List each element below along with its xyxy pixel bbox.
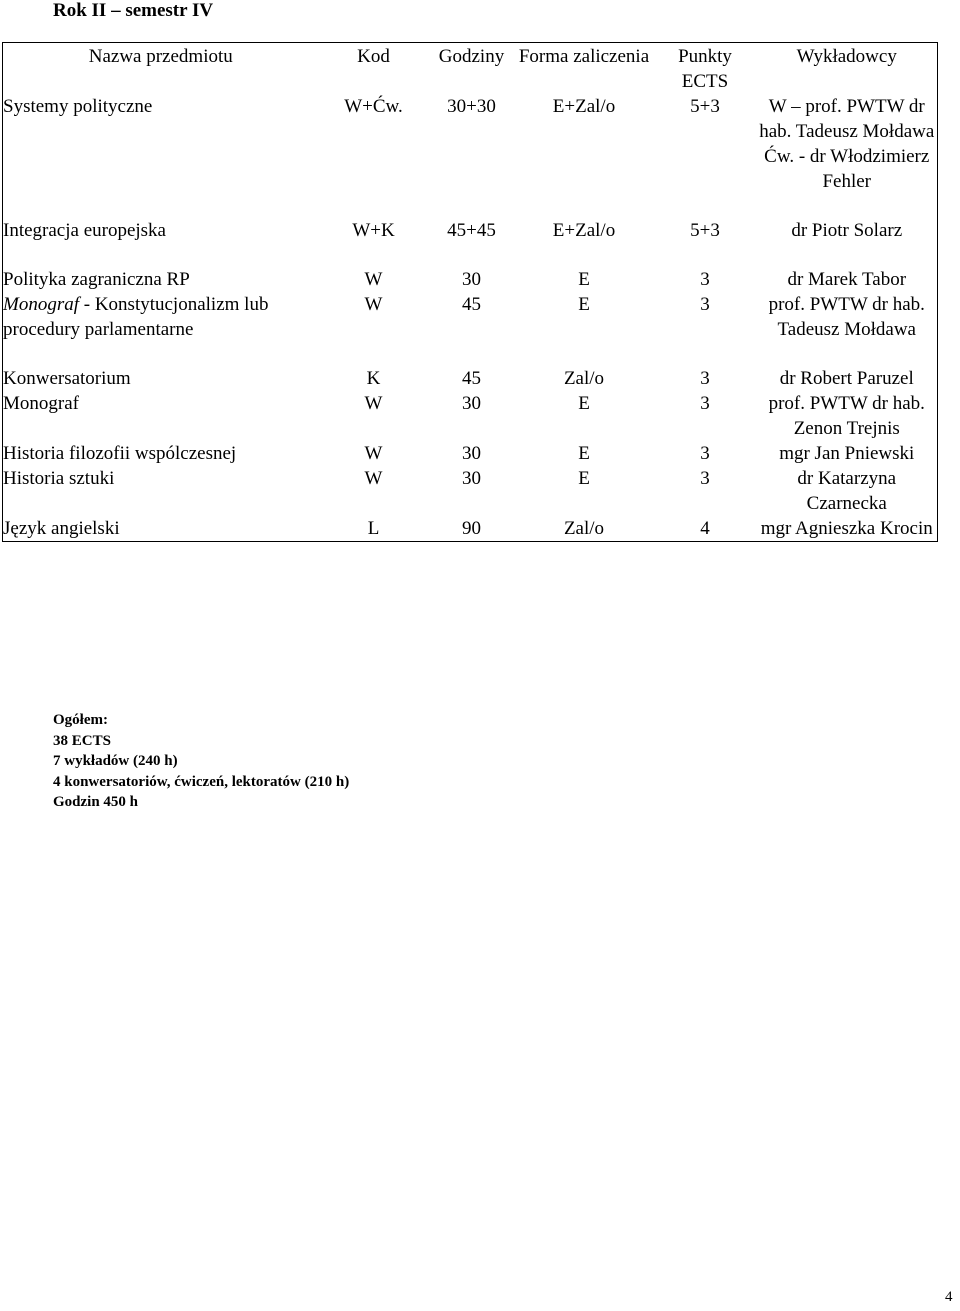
summary-lectures: 7 wykładów (240 h) [53,753,178,769]
course-lecturers: W – prof. PWTW dr hab. Tadeusz Mołdawa Ćw. - dr Włodzimierz Fehler [757,94,938,194]
summary-total: Godzin 450 h [53,794,139,810]
table-header-row [3,43,938,95]
course-lecturers: prof. PWTW dr hab. Tadeusz Mołdawa [757,292,938,342]
course-name: Polityka zagraniczna RP [3,267,319,292]
header-ects: Punkty ECTS [654,43,757,95]
course-form: Zal/o [515,516,654,542]
course-hours: 90 [429,516,515,542]
table-row [3,441,938,466]
course-hours: 45 [462,294,481,315]
course-ects: 3 [700,368,710,389]
course-form: E+Zal/o [552,220,616,241]
course-name: Integracja europejska [3,218,319,243]
summary-label: Ogółem: [53,712,108,728]
header-lecturers: Wykładowcy [757,43,938,95]
course-code: W [364,468,383,489]
course-lecturers: mgr Jan Pniewski [757,441,938,466]
course-code: W+K [352,220,395,241]
table-row [3,94,938,194]
table-row [3,366,938,391]
course-name: Język angielski [3,516,319,542]
course-code: W+Ćw. [344,96,403,117]
course-code: W [364,393,383,414]
course-ects: 3 [700,269,710,290]
table-row [3,218,938,243]
course-ects: 3 [700,468,710,489]
table-row [3,292,938,342]
course-hours: 30 [462,269,481,290]
course-name: Konwersatorium [3,366,319,391]
course-table [2,42,938,542]
course-code: K [366,368,381,389]
course-ects: 5+3 [690,96,720,117]
course-code: W [364,269,383,290]
course-hours: 30 [462,393,481,414]
course-name-rest: - Konstytucjonalizm lub procedury parlamentarne [3,294,269,340]
course-name: Historia filozofii wspólczesnej [3,441,319,466]
table-row [3,391,938,441]
course-hours: 30 [462,443,481,464]
course-form: E [578,294,590,315]
course-name [3,292,319,342]
summary-block [53,710,349,813]
header-name: Nazwa przedmiotu [3,43,319,95]
table-row [3,267,938,292]
header-hours: Godziny [429,43,515,95]
page-heading: Rok II – semestr IV [53,0,214,21]
course-hours: 30 [462,468,481,489]
course-ects: 3 [700,393,710,414]
course-hours: 45+45 [447,220,496,241]
course-hours: 45 [462,368,481,389]
row-spacer [3,243,938,267]
header-form: Forma zaliczenia [515,43,654,95]
course-ects: 3 [700,443,710,464]
course-form: E+Zal/o [552,96,616,117]
course-code: W [364,294,383,315]
course-name: Systemy polityczne [3,94,319,194]
course-form: E [578,393,590,414]
summary-ects: 38 ECTS [53,732,111,749]
course-form: Zal/o [563,368,605,389]
course-code: L [319,516,429,542]
course-lecturers: dr Robert Paruzel [757,366,938,391]
summary-other: 4 konwersatoriów, ćwiczeń, lektoratów (210 h) [53,773,350,790]
course-form: E [578,443,590,464]
course-lecturers: dr Piotr Solarz [757,218,938,243]
course-lecturers: prof. PWTW dr hab. Zenon Trejnis [757,391,938,441]
course-hours: 30+30 [447,96,496,117]
page-number: 4 [945,1289,953,1305]
course-lecturers: dr Marek Tabor [757,267,938,292]
row-spacer [3,342,938,366]
course-lecturers: dr Katarzyna Czarnecka [757,466,938,516]
course-ects: 4 [654,516,757,542]
row-spacer [3,194,938,218]
table-row [3,516,938,542]
course-name: Historia sztuki [3,466,319,516]
course-ects: 5+3 [690,220,720,241]
header-code: Kod [319,43,429,95]
table-row [3,466,938,516]
course-name: Monograf [3,391,319,441]
course-form: E [578,468,590,489]
course-code: W [364,443,383,464]
course-ects: 3 [700,294,710,315]
course-form: E [578,269,590,290]
course-name-italic: Monograf [3,294,79,315]
course-lecturers: mgr Agnieszka Krocin [757,516,938,542]
